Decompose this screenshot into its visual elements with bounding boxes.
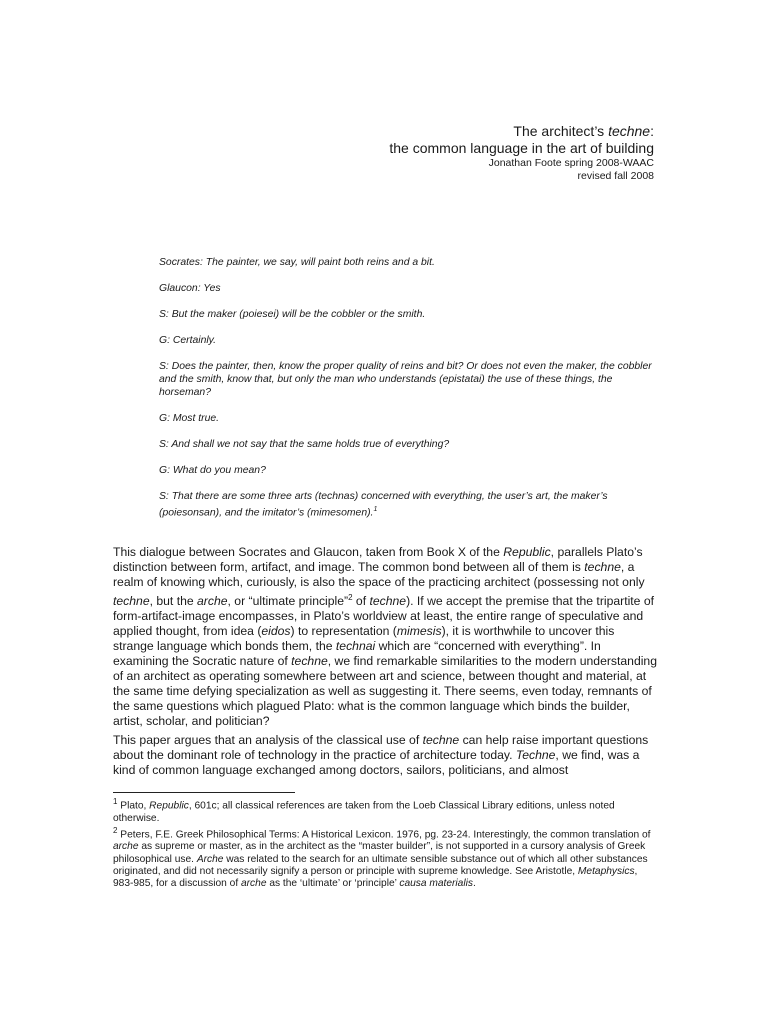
revised-line: revised fall 2008 bbox=[577, 170, 654, 182]
dialogue-line: S: But the maker (poiesei) will be the cobbler or the smith. bbox=[159, 309, 426, 320]
footnote-2: $^2$ Peters, F.E. Greek Philosophical Terms: A Historical Lexicon. 1976, pg. 23-24. Interestingly, the common translation of arche as supreme or master, as in the architect as the “master builder”, is not supported in a cursory analysis of Greek philosophical use. Arche was related to the search for an ultimate sensible substance out of which all other substances originated, and did not necessarily signify a person or principle with supreme knowledge. See Aristotle, Metaphysics, 983-985, for a discussion of arche as the ‘ultimate’ or ‘principle’ causa materialis. bbox=[113, 825, 651, 889]
paragraph-text: This dialogue between Socrates and Glaucon, taken from Book X of the Republic, parallels Plato’s distinction between form, artifact, and image. The common bond between all of them is techne, a realm of knowing which, curiously, is also the space of the practicing architect (possessing not only techne, but the arche, or “ultimate principle”$^2$ of techne). If we accept the premise that the tripartite of form-artifact-image encompasses, in Plato’s worldview at least, the entire range of speculative and applied thought, from idea (eidos) to representation (mimesis), it is worthwhile to uncover this strange language which bonds them, the technai which are “concerned with everything”. In examining the Socratic nature of techne, we find remarkable similarities to the modern understanding of an architect as operating somewhere between art and science, between thought and material, at the same time defying specialization as well as suggesting it. There seems, even today, remnants of the same questions which plagued Plato: what is the common language which binds the builder, artist, scholar, and politician? bbox=[113, 545, 657, 729]
dialogue-line: Socrates: The painter, we say, will paint both reins and a bit. bbox=[159, 257, 435, 268]
body-paragraph-2 bbox=[113, 733, 658, 778]
document-title bbox=[389, 123, 654, 140]
footnote-divider bbox=[113, 792, 295, 793]
title-italic: techne bbox=[608, 123, 651, 139]
footnote-1: $^1$ Plato, Republic, 601c; all classical references are taken from the Loeb Classical Library editions, unless noted otherwise. bbox=[113, 797, 615, 824]
title-colon: : bbox=[650, 123, 654, 139]
document-subtitle: the common language in the art of building bbox=[389, 140, 654, 156]
title-text: The architect’s bbox=[513, 123, 609, 139]
dialogue-line: G: Most true. bbox=[159, 413, 220, 424]
dialogue-line: Glaucon: Yes bbox=[159, 283, 221, 294]
footnote-ref-1: 1 bbox=[373, 506, 378, 513]
paragraph-text: This paper argues that an analysis of the classical use of techne can help raise important questions about the dominant role of technology in the practice of architecture today. Techne, we find, was a kind of common language exchanged among doctors, sailors, politicians, and almost bbox=[113, 733, 649, 777]
dialogue-text: S: That there are some three arts (technas) concerned with everything, the user’s art, the maker’s (poiesonsan), and the imitator’s (mimesomen). bbox=[159, 491, 608, 519]
dialogue-line: G: Certainly. bbox=[159, 335, 216, 346]
dialogue-line: G: What do you mean? bbox=[159, 465, 266, 476]
dialogue-quote bbox=[159, 256, 659, 532]
dialogue-line: S: Does the painter, then, know the proper quality of reins and bit? Or does not even the maker, the cobbler and the smith, know that, but only the man who understands (epistatai) the use of these things, the horseman? bbox=[159, 361, 652, 398]
footnotes bbox=[113, 796, 658, 890]
dialogue-line-last bbox=[159, 490, 659, 519]
dialogue-line: S: And shall we not say that the same holds true of everything? bbox=[159, 439, 450, 450]
body-paragraph-1 bbox=[113, 545, 658, 729]
title-block bbox=[389, 123, 654, 183]
author-line: Jonathan Foote spring 2008-WAAC bbox=[488, 157, 654, 169]
footnote-ref-2: 2 bbox=[348, 593, 353, 602]
